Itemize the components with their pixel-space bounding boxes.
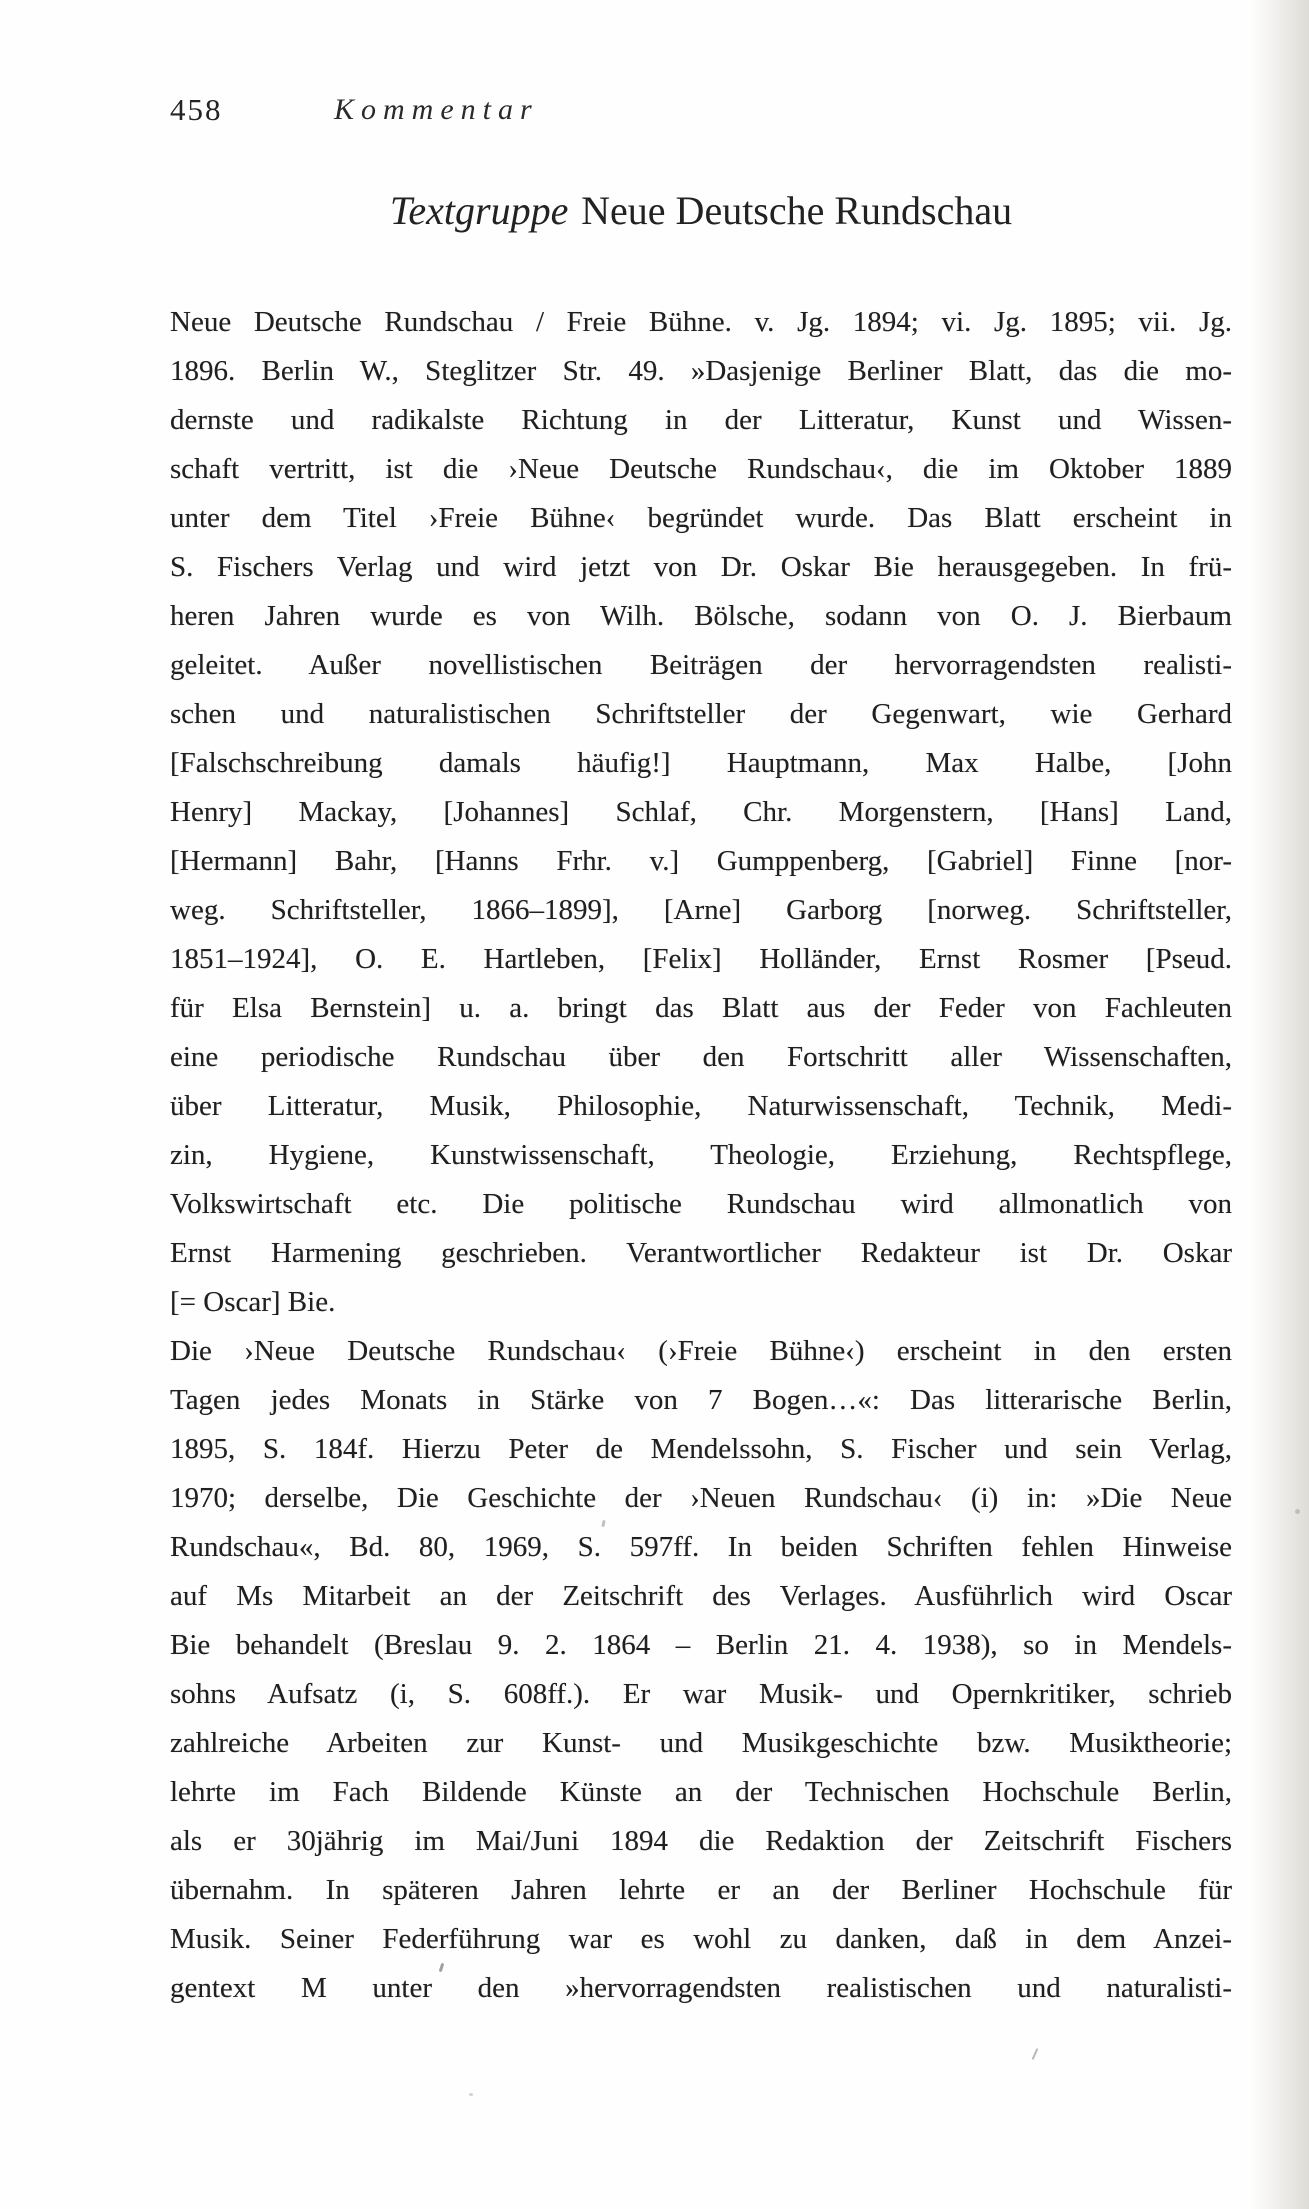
page-title-roman: Neue Deutsche Rundschau: [581, 188, 1013, 233]
text-line: 1895, S. 184f. Hierzu Peter de Mendelssohn, S. Fischer und sein Verlag,: [170, 1433, 1232, 1465]
scan-speck: [1295, 1509, 1300, 1514]
text-line: lehrte im Fach Bildende Künste an der Technischen Hochschule Berlin,: [170, 1776, 1232, 1808]
text-line: übernahm. In späteren Jahren lehrte er an der Berliner Hochschule für: [170, 1874, 1232, 1906]
text-line: zin, Hygiene, Kunstwissenschaft, Theologie, Erziehung, Rechtspflege,: [170, 1139, 1232, 1171]
text-line: dernste und radikalste Richtung in der Litteratur, Kunst und Wissen-: [170, 404, 1232, 436]
text-line: [= Oscar] Bie.: [170, 1286, 336, 1318]
scan-speck: [1032, 2048, 1039, 2060]
text-line: Volkswirtschaft etc. Die politische Rundschau wird allmonatlich von: [170, 1188, 1232, 1220]
text-line: gentext M unter den »hervorragendsten realistischen und naturalisti-: [170, 1972, 1232, 2004]
text-line: [Falschschreibung damals häufig!] Hauptmann, Max Halbe, [John: [170, 747, 1232, 779]
body-text: [170, 298, 1232, 2013]
text-line: 1896. Berlin W., Steglitzer Str. 49. »Dasjenige Berliner Blatt, das die mo-: [170, 355, 1232, 387]
text-line: Musik. Seiner Federführung war es wohl zu danken, daß in dem Anzei-: [170, 1923, 1232, 1955]
text-line: Bie behandelt (Breslau 9. 2. 1864 – Berlin 21. 4. 1938), so in Mendels-: [170, 1629, 1232, 1661]
text-line: sohns Aufsatz (i, S. 608ff.). Er war Musik- und Opernkritiker, schrieb: [170, 1678, 1232, 1710]
text-line: Henry] Mackay, [Johannes] Schlaf, Chr. Morgenstern, [Hans] Land,: [170, 796, 1232, 828]
text-line: als er 30jährig im Mai/Juni 1894 die Redaktion der Zeitschrift Fischers: [170, 1825, 1232, 1857]
text-line: schaft vertritt, ist die ›Neue Deutsche Rundschau‹, die im Oktober 1889: [170, 453, 1232, 485]
scan-speck: [469, 2093, 473, 2096]
text-line: weg. Schriftsteller, 1866–1899], [Arne] Garborg [norweg. Schriftsteller,: [170, 894, 1232, 926]
text-line: heren Jahren wurde es von Wilh. Bölsche, sodann von O. J. Bierbaum: [170, 600, 1232, 632]
text-line: Tagen jedes Monats in Stärke von 7 Bogen…«: Das litterarische Berlin,: [170, 1384, 1232, 1416]
text-line: auf Ms Mitarbeit an der Zeitschrift des Verlages. Ausführlich wird Oscar: [170, 1580, 1232, 1612]
text-line: geleitet. Außer novellistischen Beiträgen der hervorragendsten realisti-: [170, 649, 1232, 681]
page-number: 458: [170, 92, 223, 127]
text-line: [Hermann] Bahr, [Hanns Frhr. v.] Gumppenberg, [Gabriel] Finne [nor-: [170, 845, 1232, 877]
text-line: Rundschau«, Bd. 80, 1969, S. 597ff. In beiden Schriften fehlen Hinweise: [170, 1531, 1232, 1563]
text-line: zahlreiche Arbeiten zur Kunst- und Musikgeschichte bzw. Musiktheorie;: [170, 1727, 1232, 1759]
text-line: S. Fischers Verlag und wird jetzt von Dr. Oskar Bie herausgegeben. In frü-: [170, 551, 1232, 583]
text-line: Die ›Neue Deutsche Rundschau‹ (›Freie Bühne‹) erscheint in den ersten: [170, 1335, 1232, 1367]
page-title-italic: Textgruppe: [389, 188, 569, 233]
text-line: für Elsa Bernstein] u. a. bringt das Blatt aus der Feder von Fachleuten: [170, 992, 1232, 1024]
running-head: Kommentar: [334, 93, 539, 126]
text-line: eine periodische Rundschau über den Fortschritt aller Wissenschaften,: [170, 1041, 1232, 1073]
text-line: über Litteratur, Musik, Philosophie, Naturwissenschaft, Technik, Medi-: [170, 1090, 1232, 1122]
text-line: Neue Deutsche Rundschau / Freie Bühne. v. Jg. 1894; vi. Jg. 1895; vii. Jg.: [170, 306, 1232, 338]
text-line: unter dem Titel ›Freie Bühne‹ begründet wurde. Das Blatt erscheint in: [170, 502, 1232, 534]
text-line: 1970; derselbe, Die Geschichte der ›Neuen Rundschau‹ (i) in: »Die Neue: [170, 1482, 1232, 1514]
text-line: 1851–1924], O. E. Hartleben, [Felix] Holländer, Ernst Rosmer [Pseud.: [170, 943, 1232, 975]
text-line: schen und naturalistischen Schriftsteller der Gegenwart, wie Gerhard: [170, 698, 1232, 730]
text-line: Ernst Harmening geschrieben. Verantwortlicher Redakteur ist Dr. Oskar: [170, 1237, 1232, 1269]
page-title: [170, 188, 1232, 234]
